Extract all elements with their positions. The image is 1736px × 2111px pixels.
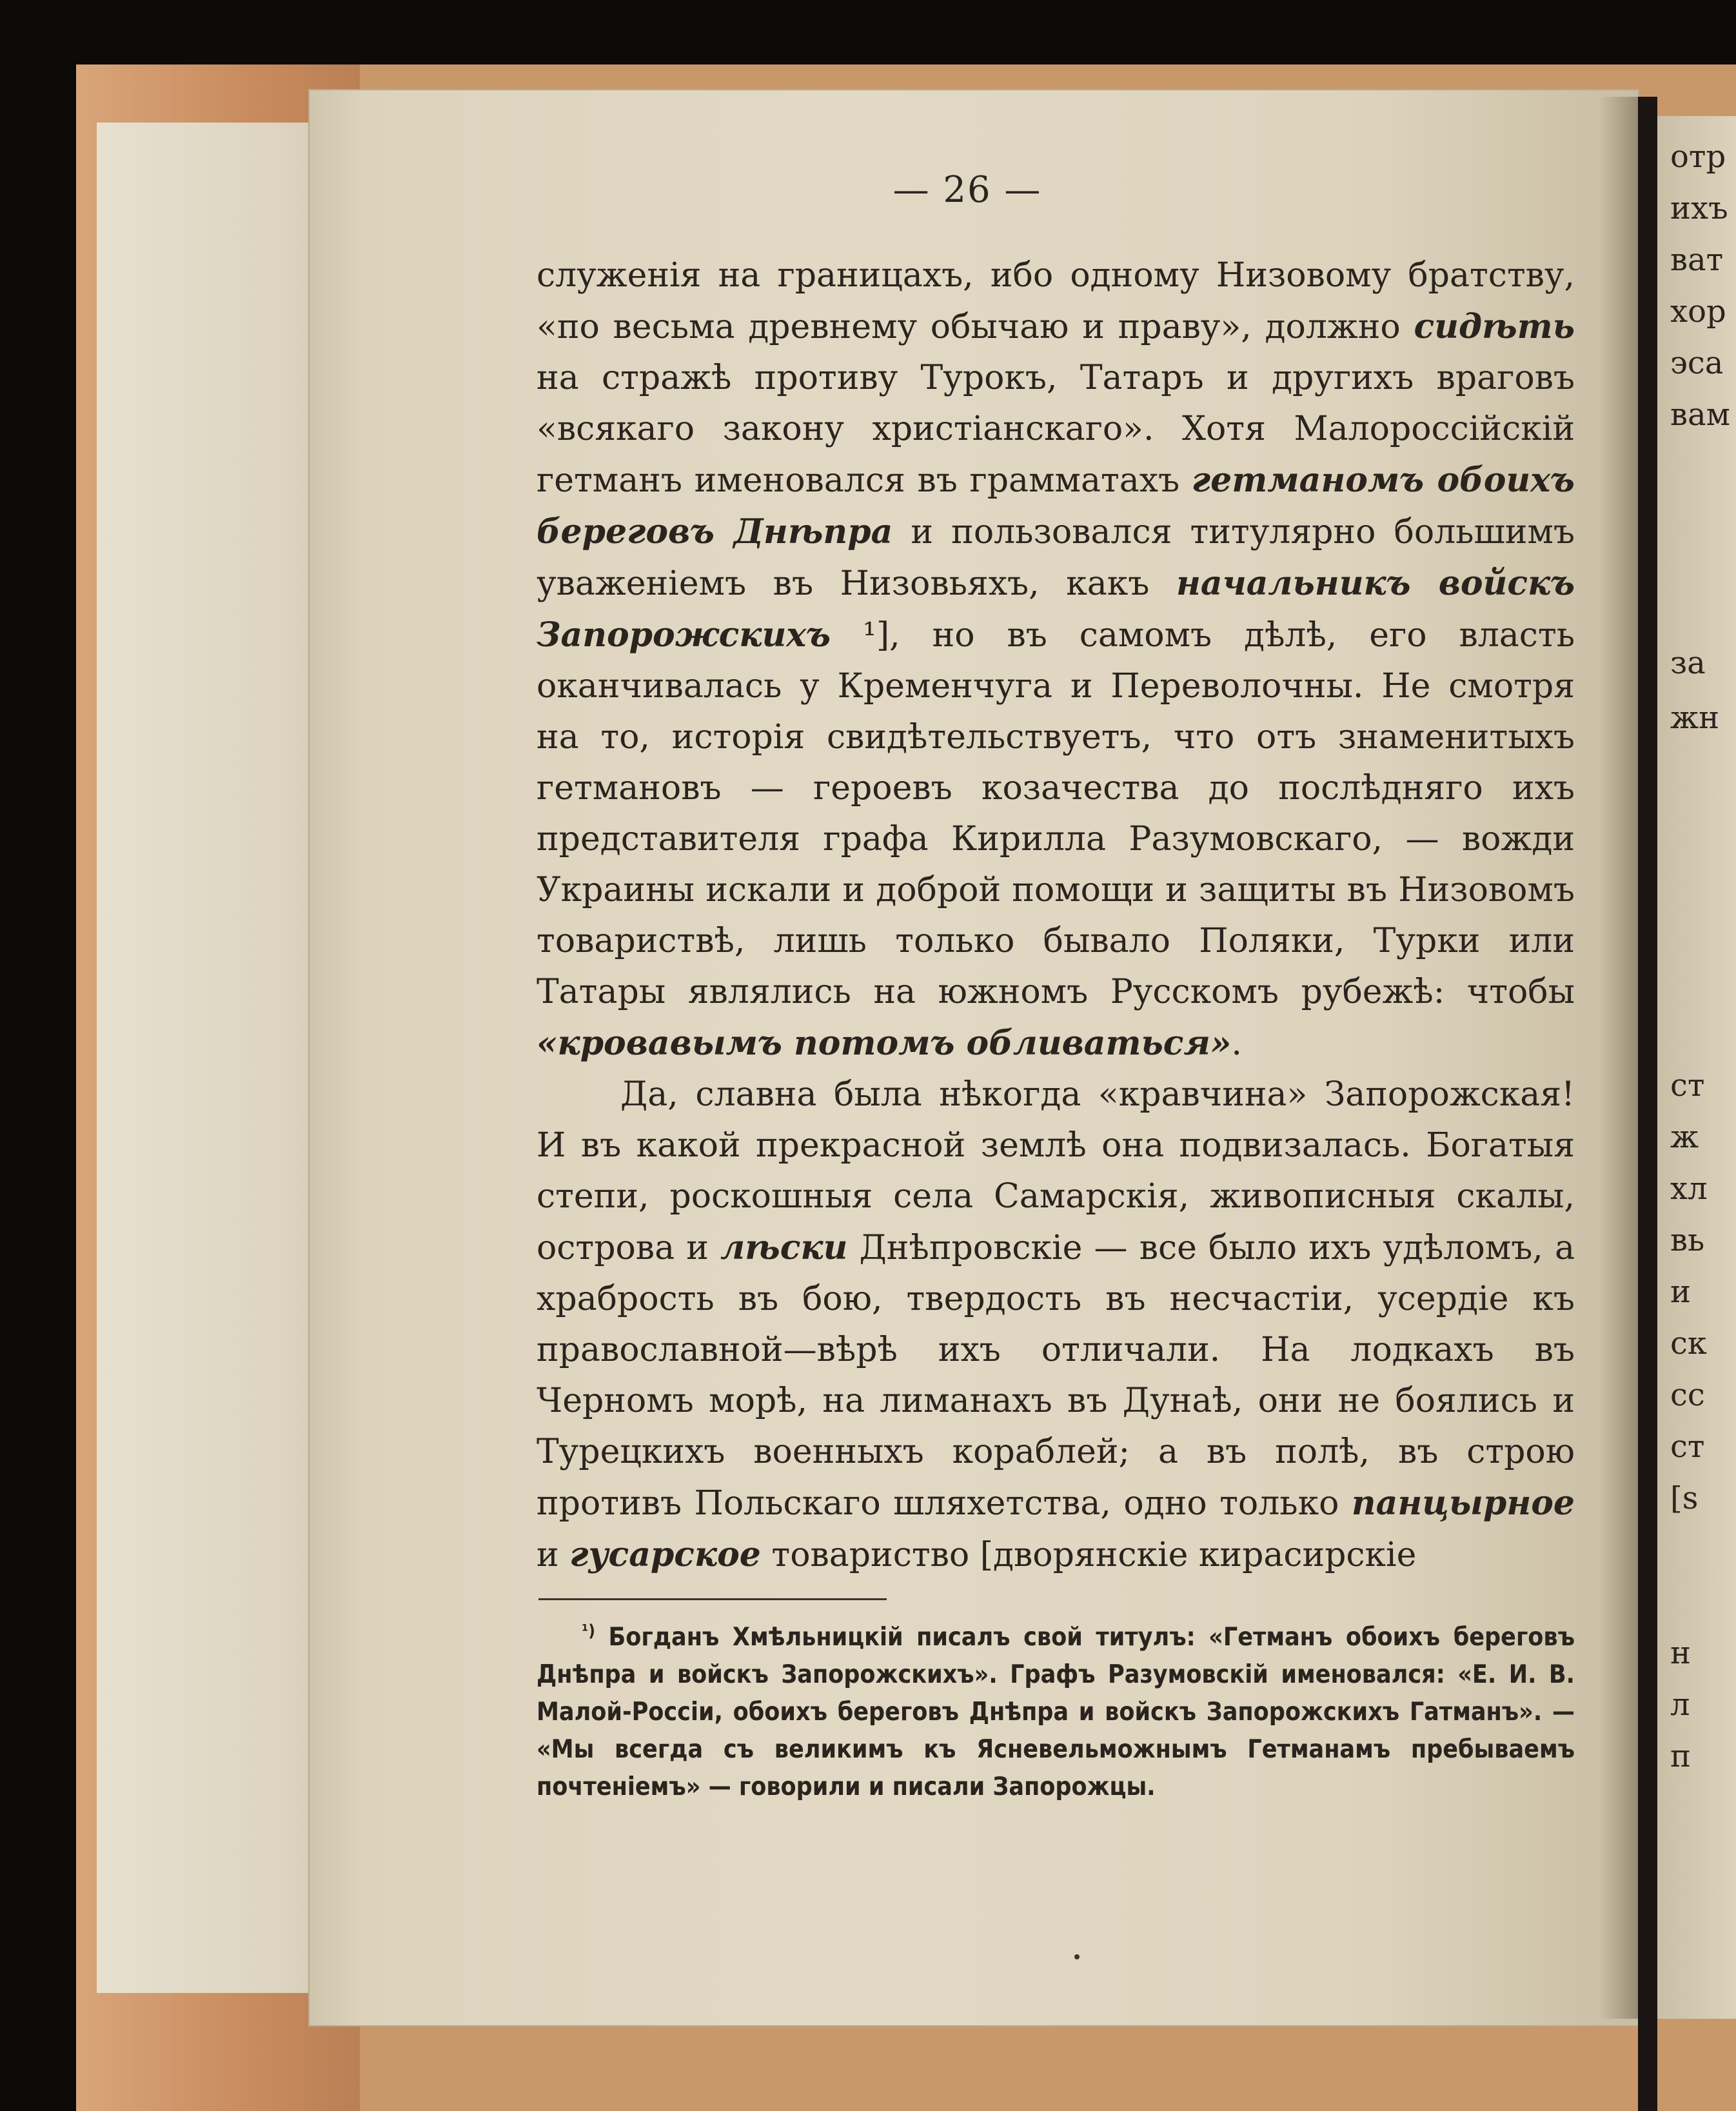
next-page-fragment: [s (1670, 1480, 1699, 1516)
text-run: Днѣпровскіе — все было ихъ удѣломъ, а храбрость въ бою, твердость въ несчастіи, усердіе къ православной—вѣрѣ ихъ отличали. На лодкахъ въ Черномъ морѣ, на лиманахъ въ Дунаѣ, они не боялись и Турецкихъ военныхъ кораблей; а въ полѣ, въ строю противъ Польскаго шляхетства, одно только (537, 1229, 1575, 1523)
next-page-fragment: ват (1670, 242, 1724, 278)
next-page-fragment: сс (1670, 1377, 1705, 1413)
next-page-fragment: эса (1670, 345, 1724, 381)
page-number: — 26 — (893, 169, 1042, 211)
next-page-fragment: ск (1670, 1325, 1707, 1362)
next-page-fragment: вам (1670, 397, 1730, 433)
text-run: и (537, 1536, 570, 1574)
next-page-fragment: хор (1670, 293, 1726, 330)
text-run: на стражѣ противу Турокъ, Татаръ и другихъ враговъ «всякаго закону христіанскаго». Хотя Малороссійскій гетманъ именовался въ грамматахъ (537, 359, 1575, 500)
text-run: и пользовался титулярно большимъ уваженіемъ въ Низовьяхъ, какъ (537, 513, 1575, 603)
footnote-divider (538, 1598, 887, 1600)
next-page-fragment: ст (1670, 1067, 1705, 1104)
page-body-text (537, 250, 1575, 1581)
book-spine (1638, 97, 1657, 2111)
footnote-text: Богданъ Хмѣльницкій писалъ свой титулъ: «Гетманъ обоихъ береговъ Днѣпра и войскъ Запорожскихъ». Графъ Разумовскій именовался: «Е. И. В. Малой-Россіи, обоихъ береговъ Днѣпра и войскъ Запорожскихъ Гатманъ». — «Мы всегда съ великимъ къ Ясневельможнымъ Гетманамъ пребываемъ почтеніемъ» — говорили и писали Запорожцы. (537, 1623, 1575, 1801)
text-run: Да, славна была нѣкогда «кравчина» Запорожская! И въ какой прекрасной землѣ она подвизалась. Богатыя степи, роскошныя села Самарскія, живописныя скалы, острова и (537, 1075, 1575, 1267)
next-page-fragment: ст (1670, 1429, 1705, 1465)
next-page-edge (1657, 116, 1736, 2019)
emphasized-text: лѣски (720, 1228, 848, 1267)
body-paragraph (537, 1069, 1575, 1581)
text-run: товариство [дворянскіе кирасирскіе (760, 1536, 1417, 1574)
text-run: служенія на границахъ, ибо одному Низовому братству, «по весьма древнему обычаю и праву», должно (537, 256, 1575, 346)
emphasized-text: сидѣть (1414, 307, 1575, 346)
next-page-fragment: отр (1670, 139, 1726, 175)
emphasized-text: начальникъ войскъ Запорожскихъ (537, 564, 1575, 655)
paper-speck (1074, 1954, 1080, 1959)
next-page-fragment: хл (1670, 1171, 1708, 1207)
body-paragraph (537, 250, 1575, 1069)
page-gutter-shadow (1599, 97, 1638, 2019)
text-run: ¹], но въ самомъ дѣлѣ, его власть оканчивалась у Кременчуга и Переволочны. Не смотря на то, исторія свидѣтельствуетъ, что отъ знаменитыхъ гетмановъ — героевъ козачества до послѣдняго ихъ представителя графа Кирилла Разумовскаго, — вожди Украины искали и доброй помощи и защиты въ Низовомъ товариствѣ, лишь только бывало Поляки, Турки или Татары являлись на южномъ Русскомъ рубежѣ: чтобы (537, 616, 1575, 1011)
next-page-fragment: за (1670, 645, 1706, 681)
next-page-fragment: л (1670, 1687, 1690, 1723)
next-page-fragment: н (1670, 1635, 1691, 1671)
emphasized-text: панцырное (1351, 1483, 1575, 1523)
emphasized-text: «кровавымъ потомъ обливаться» (537, 1024, 1232, 1063)
footnote (537, 1612, 1575, 1806)
next-page-fragment: ихъ (1670, 190, 1728, 226)
text-run: . (1231, 1024, 1242, 1063)
next-page-fragment: и (1670, 1274, 1691, 1310)
emphasized-text: гетманомъ обоихъ береговъ Днѣпра (537, 461, 1575, 551)
footnote-marker: ¹) (582, 1621, 595, 1641)
next-page-fragment: п (1670, 1738, 1691, 1774)
next-page-fragment: ж (1670, 1119, 1699, 1155)
emphasized-text: гусарское (569, 1535, 761, 1574)
next-page-fragment: вь (1670, 1222, 1705, 1258)
next-page-fragment: жн (1670, 700, 1720, 736)
